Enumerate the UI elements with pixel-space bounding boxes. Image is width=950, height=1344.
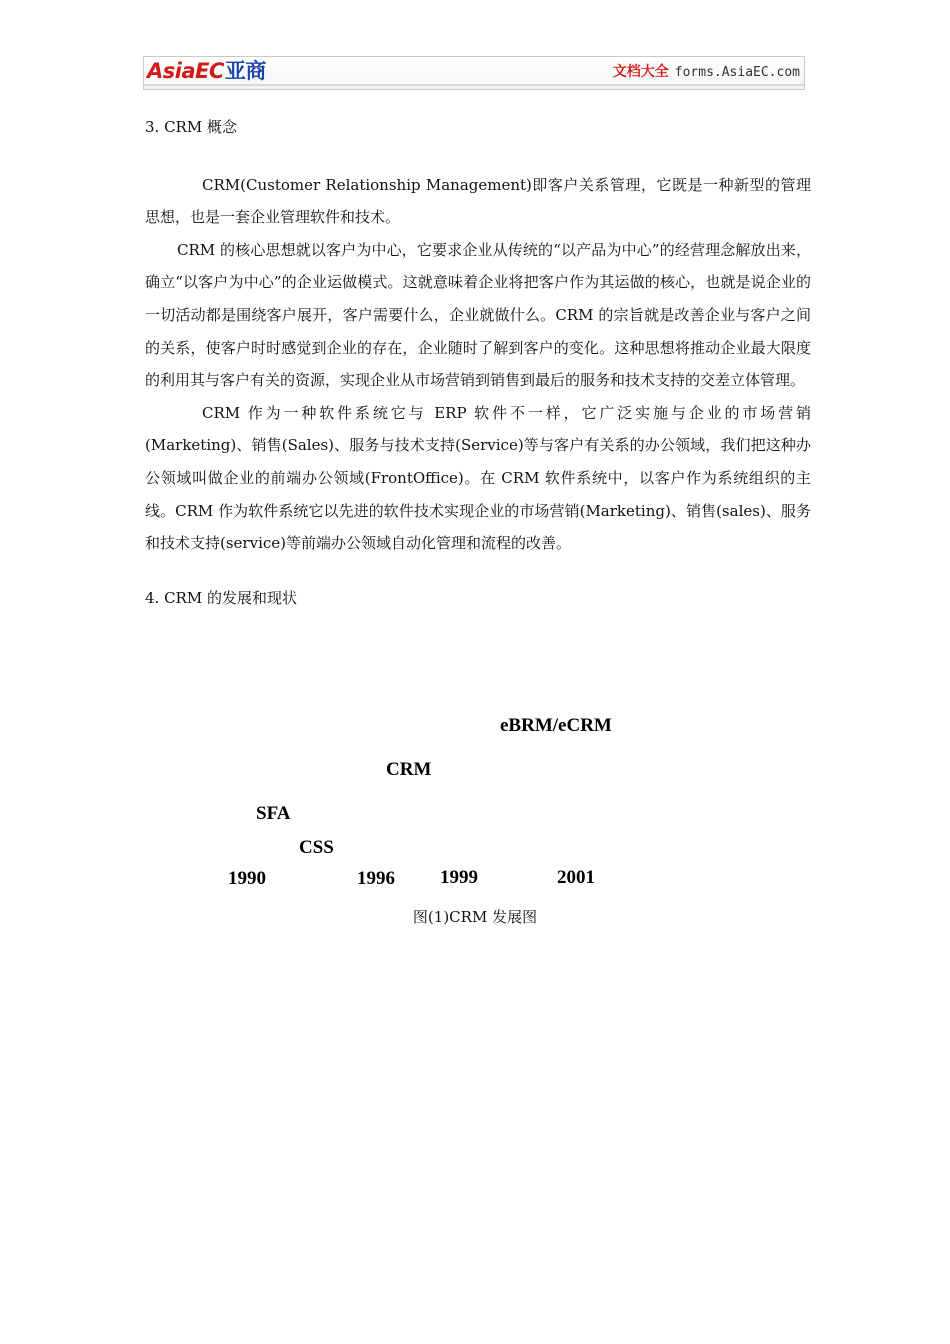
logo-text: AsiaEC [147, 59, 224, 83]
year-label: 1999 [440, 867, 478, 888]
year-label: 1996 [357, 868, 395, 889]
section-4-heading: 4. CRM 的发展和现状 [145, 588, 297, 607]
header-banner [143, 56, 805, 90]
asiaec-logo [147, 59, 266, 83]
section-3-paragraph-3: CRM 作为一种软件系统它与 ERP 软件不一样，它广泛实施与企业的市场营销(Marketing)、销售(Sales)、服务与技术支持(Service)等与客户有关系的办公领域，我们把这种办公领域叫做企业的前端办公领域(FrontOffice)。在 CRM 软件系统中，以客户作为系统组织的主线。CRM 作为软件系统它以先进的软件技术实现企业的市场营销(Marketing)、销售(sales)、服务和技术支持(service)等前端办公领域自动化管理和流程的改善。 [145, 403, 811, 553]
label-crm: CRM [386, 759, 432, 780]
logo-cn-text: 亚商 [224, 59, 266, 83]
label-ebrm-ecrm: eBRM/eCRM [500, 715, 612, 736]
label-css: CSS [299, 837, 334, 858]
label-sfa: SFA [256, 803, 291, 824]
section-3-paragraph-1: CRM(Customer Relationship Management)即客户关系管理，它既是一种新型的管理思想，也是一套企业管理软件和技术。 [145, 175, 811, 227]
banner-divider [144, 84, 804, 86]
year-label: 1990 [228, 868, 266, 889]
tagline-cn: 文档大全 [612, 64, 669, 80]
year-label: 2001 [557, 867, 595, 888]
section-3-paragraph-2: CRM 的核心思想就以客户为中心，它要求企业从传统的“以产品为中心”的经营理念解放出来，确立“以客户为中心”的企业运做模式。这就意味着企业将把客户作为其运做的核心，也就是说企业的一切活动都是围绕客户展开，客户需要什么，企业就做什么。CRM 的宗旨就是改善企业与客户之间的关系，使客户时时感觉到企业的存在，企业随时了解到客户的变化。这种思想将推动企业最大限度的利用其与客户有关的资源，实现企业从市场营销到销售到最后的服务和技术支持的交差立体管理。 [145, 240, 811, 390]
header-tagline [613, 63, 800, 82]
document-body [145, 111, 811, 614]
tagline-url[interactable]: forms.AsiaEC.com [674, 65, 800, 80]
section-3-heading: 3. CRM 概念 [145, 118, 237, 136]
figure-caption: 图(1)CRM 发展图 [412, 908, 538, 926]
